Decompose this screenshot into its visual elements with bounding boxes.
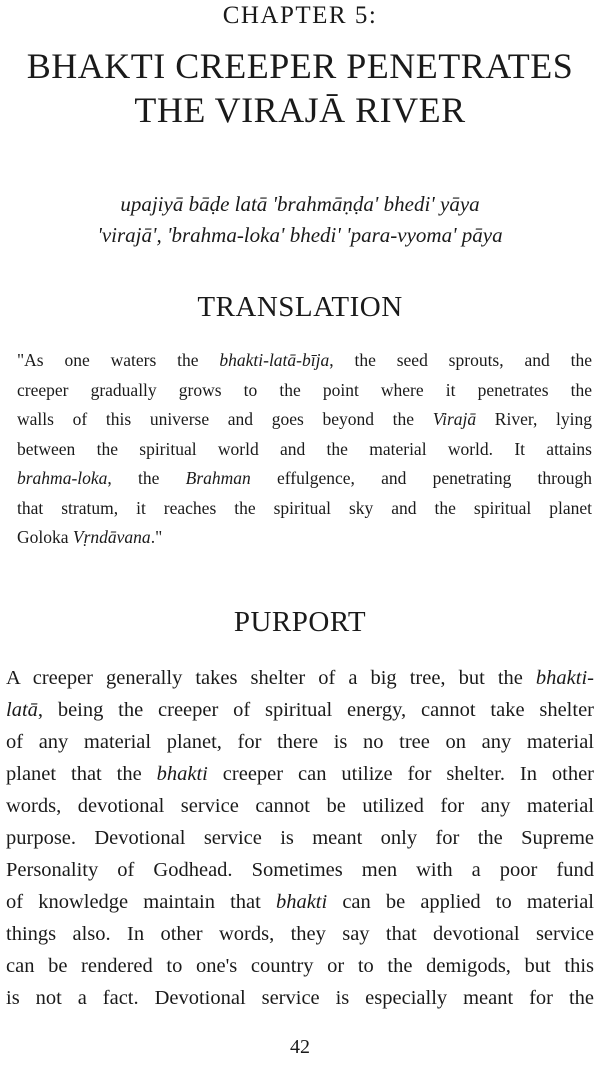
text-run: walls of this universe and goes beyond the <box>17 409 433 429</box>
purport-line <box>6 694 594 726</box>
text-run: River, lying <box>476 409 593 429</box>
translation-heading: TRANSLATION <box>197 291 403 323</box>
translation-line <box>17 464 592 494</box>
italic-term: Brahman <box>185 468 251 488</box>
text-run: that stratum, it reaches the spiritual sky and the spiritual planet <box>17 497 592 518</box>
translation-line <box>17 494 592 524</box>
text-run: of any material planet, for there is no tree on any material <box>6 731 594 753</box>
text-run: A creeper generally takes shelter of a big tree, but the <box>6 667 536 689</box>
text-run: effulgence, and penetrating through <box>250 468 592 488</box>
purport-line <box>6 854 594 886</box>
italic-term: latā <box>6 699 38 721</box>
translation-line <box>17 435 592 465</box>
text-run: things also. In other words, they say that devotional service <box>6 923 594 945</box>
text-run: purpose. Devotional service is meant only for the Supreme <box>6 827 594 849</box>
translation-line <box>17 405 592 435</box>
chapter-label: CHAPTER 5: <box>222 2 378 29</box>
verse <box>0 189 600 251</box>
text-run: , the <box>107 468 186 488</box>
text-run: "As one waters the <box>17 350 220 370</box>
text-run: planet that the <box>6 763 157 785</box>
purport-heading: PURPORT <box>233 606 367 638</box>
chapter-title-line-2: THE VIRAJĀ RIVER <box>134 90 466 130</box>
italic-term: Virajā <box>432 409 477 429</box>
italic-term: bhakti <box>275 891 328 913</box>
italic-term: brahma-loka <box>17 468 108 488</box>
purport-line <box>6 822 594 854</box>
text-run: creeper can utilize for shelter. In other <box>207 763 594 785</box>
text-run: between the spiritual world and the material world. It attains <box>17 438 592 459</box>
italic-term: Vṛndāvana <box>72 527 151 547</box>
purport-line <box>6 726 594 758</box>
text-run: , being the creeper of spiritual energy, cannot take shelter <box>37 699 594 721</box>
purport-text <box>6 662 594 1014</box>
translation-line <box>17 346 592 376</box>
text-run: Goloka <box>17 527 73 547</box>
text-run: can be applied to material <box>327 891 594 913</box>
translation-line <box>17 376 592 406</box>
page-number: 42 <box>290 1036 310 1058</box>
purport-line <box>6 950 594 982</box>
text-run: , the seed sprouts, and the <box>329 350 592 370</box>
text-run: creeper gradually grows to the point where it penetrates the <box>17 379 592 400</box>
text-run: can be rendered to one's country or to the demigods, but this <box>6 955 594 977</box>
purport-line <box>6 662 594 694</box>
italic-term: bhakti <box>156 763 208 785</box>
translation-text <box>17 346 592 553</box>
italic-term: bhakti- <box>535 667 594 689</box>
verse-line-1: upajiyā bāḍe latā 'brahmāṇḍa' bhedi' yāya <box>120 192 480 216</box>
translation-line <box>17 523 592 553</box>
purport-line <box>6 790 594 822</box>
purport-line <box>6 982 594 1014</box>
chapter-title-line-1: BHAKTI CREEPER PENETRATES <box>26 46 574 86</box>
text-run: Personality of Godhead. Sometimes men with a poor fund <box>6 859 594 881</box>
text-run: is not a fact. Devotional service is especially meant for the <box>6 987 594 1009</box>
italic-term: bhakti-latā-bīja <box>219 350 330 370</box>
chapter-title <box>20 44 580 132</box>
text-run: words, devotional service cannot be utilized for any material <box>6 795 594 817</box>
purport-line <box>6 886 594 918</box>
text-run: ." <box>150 527 163 547</box>
purport-line <box>6 758 594 790</box>
text-run: of knowledge maintain that <box>6 891 276 913</box>
purport-line <box>6 918 594 950</box>
verse-line-2: 'virajā', 'brahma-loka' bhedi' 'para-vyoma' pāya <box>97 223 503 247</box>
